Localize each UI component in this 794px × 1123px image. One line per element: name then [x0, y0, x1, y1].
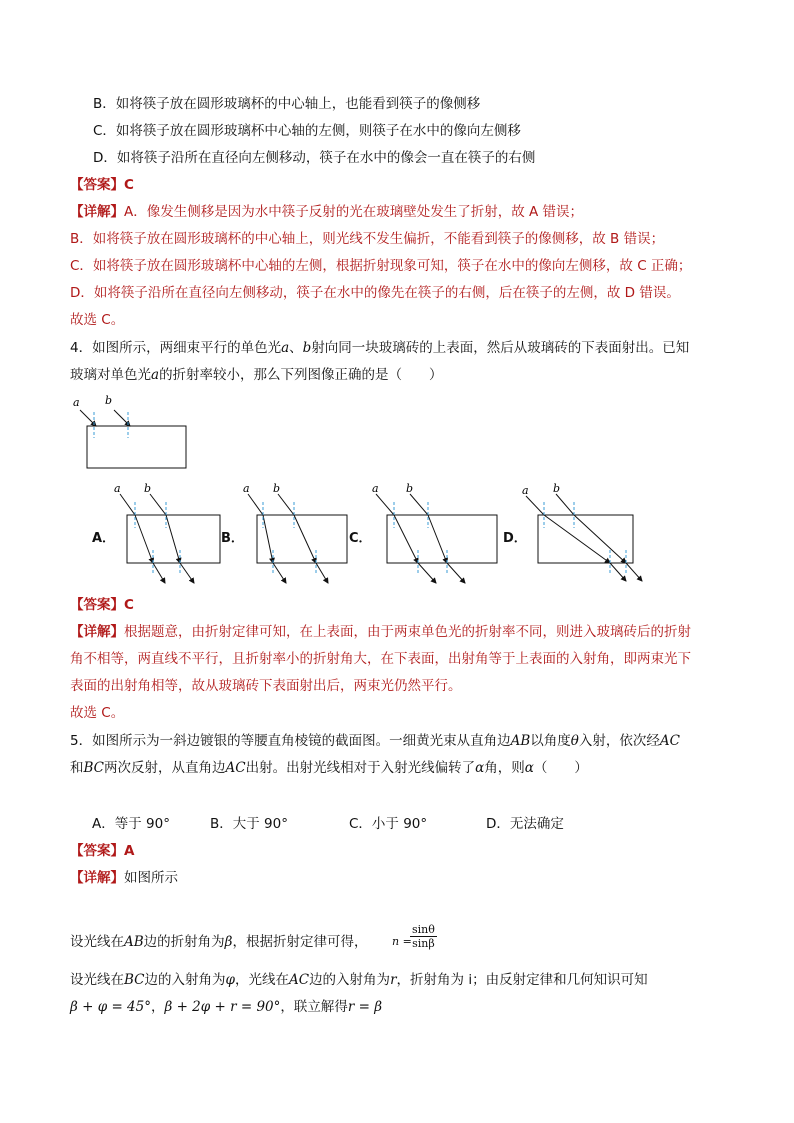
- ray-label-a: a: [73, 396, 80, 409]
- stem-text: （ ）: [533, 760, 588, 776]
- q4-detail-1: [70, 622, 691, 642]
- stem-text: 出射。出射光线相对于入射光线偏转了: [245, 760, 476, 776]
- q4-detail-3: 表面的出射角相等，故从玻璃砖下表面射出后，两束光仍然平行。: [70, 678, 462, 694]
- q4-figure-main: [70, 392, 200, 472]
- detail-text: ，联立解得: [280, 999, 348, 1015]
- q4-detail-2: 角不相等，两直线不平行，且折射率小的折射角大，在下表面，出射角等于上表面的入射角，即两束光下: [70, 651, 691, 667]
- q5-stem-line-1: [70, 731, 680, 751]
- stem-text: 5．如图所示为一斜边镀银的等腰直角棱镜的截面图。一细黄光束从直角边: [70, 733, 511, 749]
- q5-detail-1: [70, 868, 178, 888]
- stem-text: 两次反射，从直角边: [104, 760, 226, 776]
- q4-stem-line-2: [70, 365, 443, 385]
- q5-option-b[interactable]: B．大于 90°: [210, 816, 288, 832]
- ray-label-b: b: [406, 482, 414, 495]
- q3-option-d: D．如将筷子沿所在直径向左侧移动，筷子在水中的像会一直在筷子的右侧: [93, 150, 536, 166]
- answer-value: C: [124, 597, 134, 613]
- var-phi: φ: [225, 972, 235, 988]
- var-ac: AC: [225, 760, 246, 776]
- answer-value: A: [124, 843, 135, 859]
- fraction-denominator: sinβ: [412, 937, 435, 950]
- detail-text: ，光线在: [234, 972, 289, 988]
- q5-option-d[interactable]: D．无法确定: [486, 816, 564, 832]
- q3-option-c: C．如将筷子放在圆形玻璃杯中心轴的左侧，则筷子在水中的像向左侧移: [93, 123, 521, 139]
- q4-option-a-label[interactable]: A．: [92, 531, 116, 546]
- ray-label-b: b: [553, 482, 561, 495]
- detail-tag: 【详解】: [70, 624, 124, 640]
- equation-1: β + φ = 45°: [70, 999, 151, 1015]
- ray-label-a: a: [522, 484, 529, 497]
- var-bc: BC: [83, 760, 105, 776]
- var-a: a: [281, 340, 290, 356]
- detail-text: ，折射角为 i；由反射定律和几何知识可知: [396, 972, 648, 988]
- q5-detail-4: [70, 997, 382, 1017]
- stem-text: 的折射率较小，那么下列图像正确的是（ ）: [159, 367, 443, 383]
- ray-label-a: a: [243, 482, 250, 495]
- stem-text: 以角度: [530, 733, 571, 749]
- refraction-fraction: [410, 923, 437, 950]
- var-a: a: [151, 367, 160, 383]
- q4-conclusion: 故选 C。: [70, 705, 125, 721]
- answer-value: C: [124, 177, 134, 193]
- detail-text: A．像发生侧移是因为水中筷子反射的光在玻璃壁处发生了折射，故 A 错误；: [124, 204, 584, 220]
- stem-text: 4．如图所示，两细束平行的单色光: [70, 340, 282, 356]
- detail-text: 设光线在: [70, 972, 124, 988]
- q3-conclusion: 故选 C。: [70, 312, 125, 328]
- q3-detail-3: C．如将筷子放在圆形玻璃杯中心轴的左侧，根据折射现象可知，筷子在水中的像向左侧移，故 C 正确；: [70, 258, 692, 274]
- detail-tag: 【详解】: [70, 870, 124, 886]
- q4-option-d-figure[interactable]: [520, 480, 655, 590]
- q4-option-c-label[interactable]: C．: [349, 531, 372, 546]
- q4-option-a-figure[interactable]: [110, 480, 230, 590]
- stem-text: 玻璃对单色光: [70, 367, 151, 383]
- stem-text: 角，则: [484, 760, 525, 776]
- ray-label-a: a: [114, 482, 121, 495]
- q4-option-b-label[interactable]: B．: [221, 531, 244, 546]
- q3-detail-1: [70, 202, 583, 222]
- ray-label-b: b: [273, 482, 281, 495]
- detail-tag: 【详解】: [70, 204, 124, 220]
- q5-option-c[interactable]: C．小于 90°: [349, 816, 428, 832]
- refraction-n: n =: [392, 935, 412, 948]
- q5-stem-line-2: [70, 758, 588, 778]
- var-ab: AB: [510, 733, 531, 749]
- var-ab: AB: [124, 934, 144, 950]
- detail-text: ，: [150, 999, 165, 1015]
- detail-text: ，根据折射定律可得，: [232, 934, 368, 950]
- ray-label-b: b: [144, 482, 152, 495]
- var-b: b: [302, 340, 312, 356]
- q5-option-a[interactable]: A．等于 90°: [92, 816, 170, 832]
- stem-text: 和: [70, 760, 84, 776]
- answer-tag: 【答案】: [70, 597, 124, 613]
- var-alpha: α: [524, 760, 534, 776]
- var-bc: BC: [124, 972, 145, 988]
- equation-3: r = β: [347, 999, 383, 1015]
- detail-text: 设光线在: [70, 934, 124, 950]
- equation-2: β + 2φ + r = 90°: [164, 999, 281, 1015]
- var-beta: β: [224, 934, 233, 950]
- q3-answer: [70, 175, 134, 195]
- detail-text: 根据题意，由折射定律可知，在上表面，由于两束单色光的折射率不同，则进入玻璃砖后的折射: [124, 624, 691, 640]
- stem-text: 射向同一块玻璃砖的上表面，然后从玻璃砖的下表面射出。已知: [311, 340, 690, 356]
- answer-tag: 【答案】: [70, 843, 124, 859]
- q5-detail-2: [70, 932, 367, 952]
- q4-stem-line-1: [70, 338, 689, 358]
- detail-text: 边的折射角为: [143, 934, 225, 950]
- q4-option-d-label[interactable]: D．: [503, 531, 527, 546]
- q5-answer: [70, 841, 134, 861]
- detail-text: 边的入射角为: [144, 972, 226, 988]
- detail-text: 如图所示: [124, 870, 178, 886]
- q4-option-c-figure[interactable]: [368, 480, 503, 590]
- var-alpha: α: [475, 760, 485, 776]
- ray-label-a: a: [372, 482, 379, 495]
- q3-detail-4: D．如将筷子沿所在直径向左侧移动，筷子在水中的像先在筷子的右侧，后在筷子的左侧，故 D 错误。: [70, 285, 680, 301]
- q4-answer: [70, 595, 134, 615]
- var-ac: AC: [288, 972, 310, 988]
- var-ac: AC: [659, 733, 680, 749]
- q3-option-b: B．如将筷子放在圆形玻璃杯的中心轴上，也能看到筷子的像侧移: [93, 96, 481, 112]
- answer-tag: 【答案】: [70, 177, 124, 193]
- stem-text: 、: [289, 340, 303, 356]
- stem-text: 入射，依次经: [578, 733, 660, 749]
- detail-text: 边的入射角为: [309, 972, 391, 988]
- ray-label-b: b: [105, 394, 113, 407]
- fraction-numerator: sinθ: [412, 923, 435, 936]
- var-r: r: [390, 972, 397, 988]
- q3-detail-2: B．如将筷子放在圆形玻璃杯的中心轴上，则光线不发生偏折，不能看到筷子的像侧移，故 B 错误；: [70, 231, 665, 247]
- q5-detail-3: [70, 970, 648, 990]
- var-theta: θ: [570, 733, 579, 749]
- q4-option-b-figure[interactable]: [240, 480, 355, 590]
